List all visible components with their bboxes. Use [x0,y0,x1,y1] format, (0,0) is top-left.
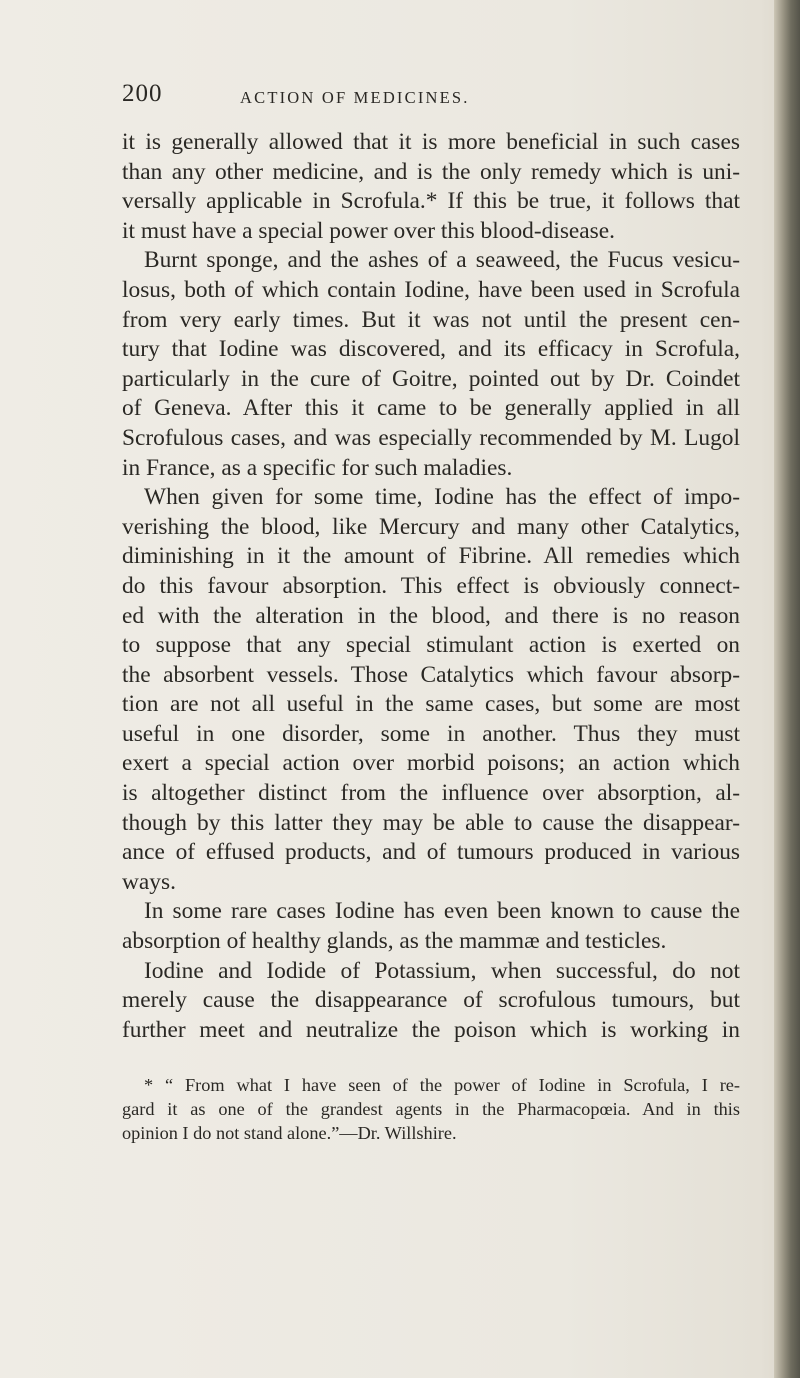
body-line: the absorbent vessels. Those Catalytics which favour absorp- [122,661,740,688]
body-line: losus, both of which contain Iodine, have been used in Scrofula [122,276,740,303]
body-line: it must have a special power over this blood-disease. [122,217,616,244]
body-line: tury that Iodine was discovered, and its efficacy in Scrofula, [122,336,740,363]
body-line: merely cause the disappearance of scrofulous tumours, but [122,987,740,1014]
footnote-line: gard it as one of the grandest agents in the Pharmacopœia. And in this [122,1099,740,1119]
body-line: verishing the blood, like Mercury and many other Catalytics, [122,513,740,540]
body-line: absorption of healthy glands, as the mammæ and testicles. [122,928,667,955]
body-line: Scrofulous cases, and was especially recommended by M. Lugol [122,424,740,451]
body-text [122,128,740,1045]
body-line: to suppose that any special stimulant action is exerted on [122,632,740,659]
body-line: When given for some time, Iodine has the effect of impo- [144,484,740,511]
footnote-line: * “ From what I have seen of the power of Iodine in Scrofula, I re- [144,1075,740,1095]
body-line: further meet and neutralize the poison which is working in [122,1016,740,1043]
body-line: versally applicable in Scrofula.* If this be true, it follows that [122,188,740,215]
page-header [122,78,742,114]
body-line: of Geneva. After this it came to be generally applied in all [122,395,740,422]
body-line: than any other medicine, and is the only remedy which is uni- [122,158,740,185]
running-head: ACTION OF MEDICINES. [240,88,470,107]
body-line: it is generally allowed that it is more beneficial in such cases [122,129,740,155]
body-line: ance of effused products, and of tumours produced in various [122,839,740,866]
body-line: though by this latter they may be able to cause the disappear- [122,809,740,836]
body-line: from very early times. But it was not until the present cen- [122,306,740,333]
body-line: tion are not all useful in the same cases, but some are most [122,691,740,718]
body-line: useful in one disorder, some in another. Thus they must [122,720,740,747]
body-line: exert a special action over morbid poisons; an action which [122,750,740,777]
body-line: Burnt sponge, and the ashes of a seaweed, the Fucus vesicu- [144,247,740,274]
body-line: diminishing in it the amount of Fibrine. All remedies which [122,543,740,570]
body-line: in France, as a specific for such maladies. [122,454,513,481]
page-number: 200 [122,80,163,107]
footnote-line: opinion I do not stand alone.”—Dr. Willshire. [122,1123,457,1143]
page-edge-shadow [774,0,800,1378]
footnote [122,1073,740,1145]
body-line: is altogether distinct from the influence over absorption, al- [122,780,740,807]
body-line: ed with the alteration in the blood, and there is no reason [122,602,740,629]
body-line: ways. [122,868,176,895]
body-line: Iodine and Iodide of Potassium, when successful, do not [144,957,740,984]
body-line: do this favour absorption. This effect is obviously connect- [122,572,740,599]
body-line: particularly in the cure of Goitre, pointed out by Dr. Coindet [122,365,740,392]
body-line: In some rare cases Iodine has even been known to cause the [144,898,740,925]
